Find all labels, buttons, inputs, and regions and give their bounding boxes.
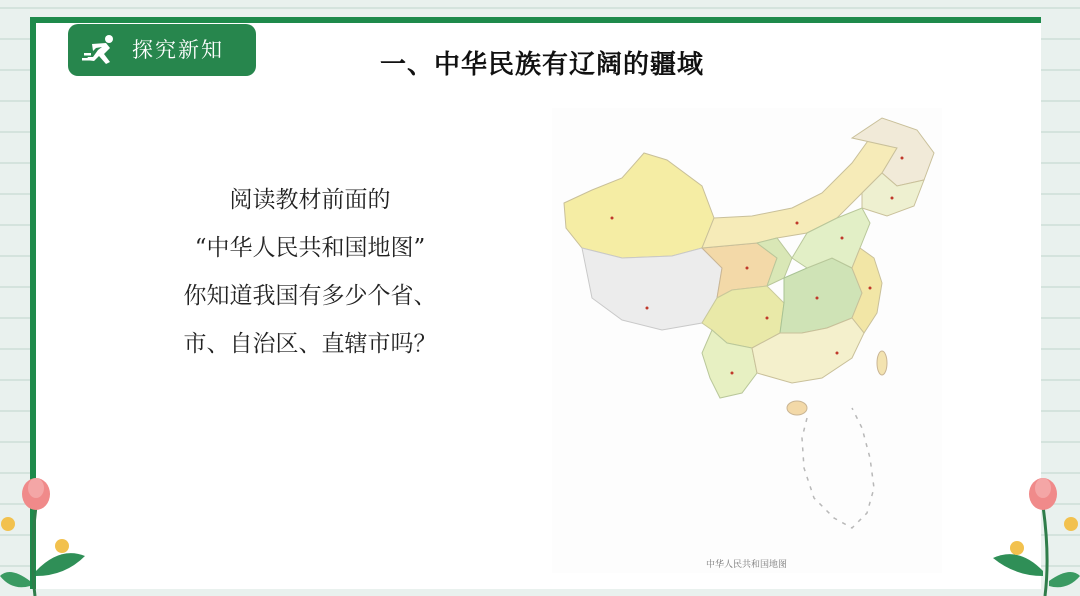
flower-decoration-left — [0, 476, 95, 596]
question-line-1: 阅读教材前面的 — [229, 187, 391, 213]
badge-label: 探究新知 — [132, 38, 224, 62]
section-badge — [68, 24, 256, 76]
runner-icon — [82, 34, 120, 66]
question-line-2: “中华人民共和国地图” — [194, 235, 426, 261]
page-title: 一、中华民族有辽阔的疆域 — [380, 50, 705, 80]
question-text — [150, 176, 470, 368]
china-map-image — [552, 108, 942, 573]
question-line-3: 你知道我国有多少个省、 — [183, 283, 437, 309]
question-line-4: 市、自治区、直辖市吗？ — [183, 331, 437, 357]
flower-decoration-right — [985, 476, 1080, 596]
map-caption: 中华人民共和国地图 — [706, 560, 788, 570]
